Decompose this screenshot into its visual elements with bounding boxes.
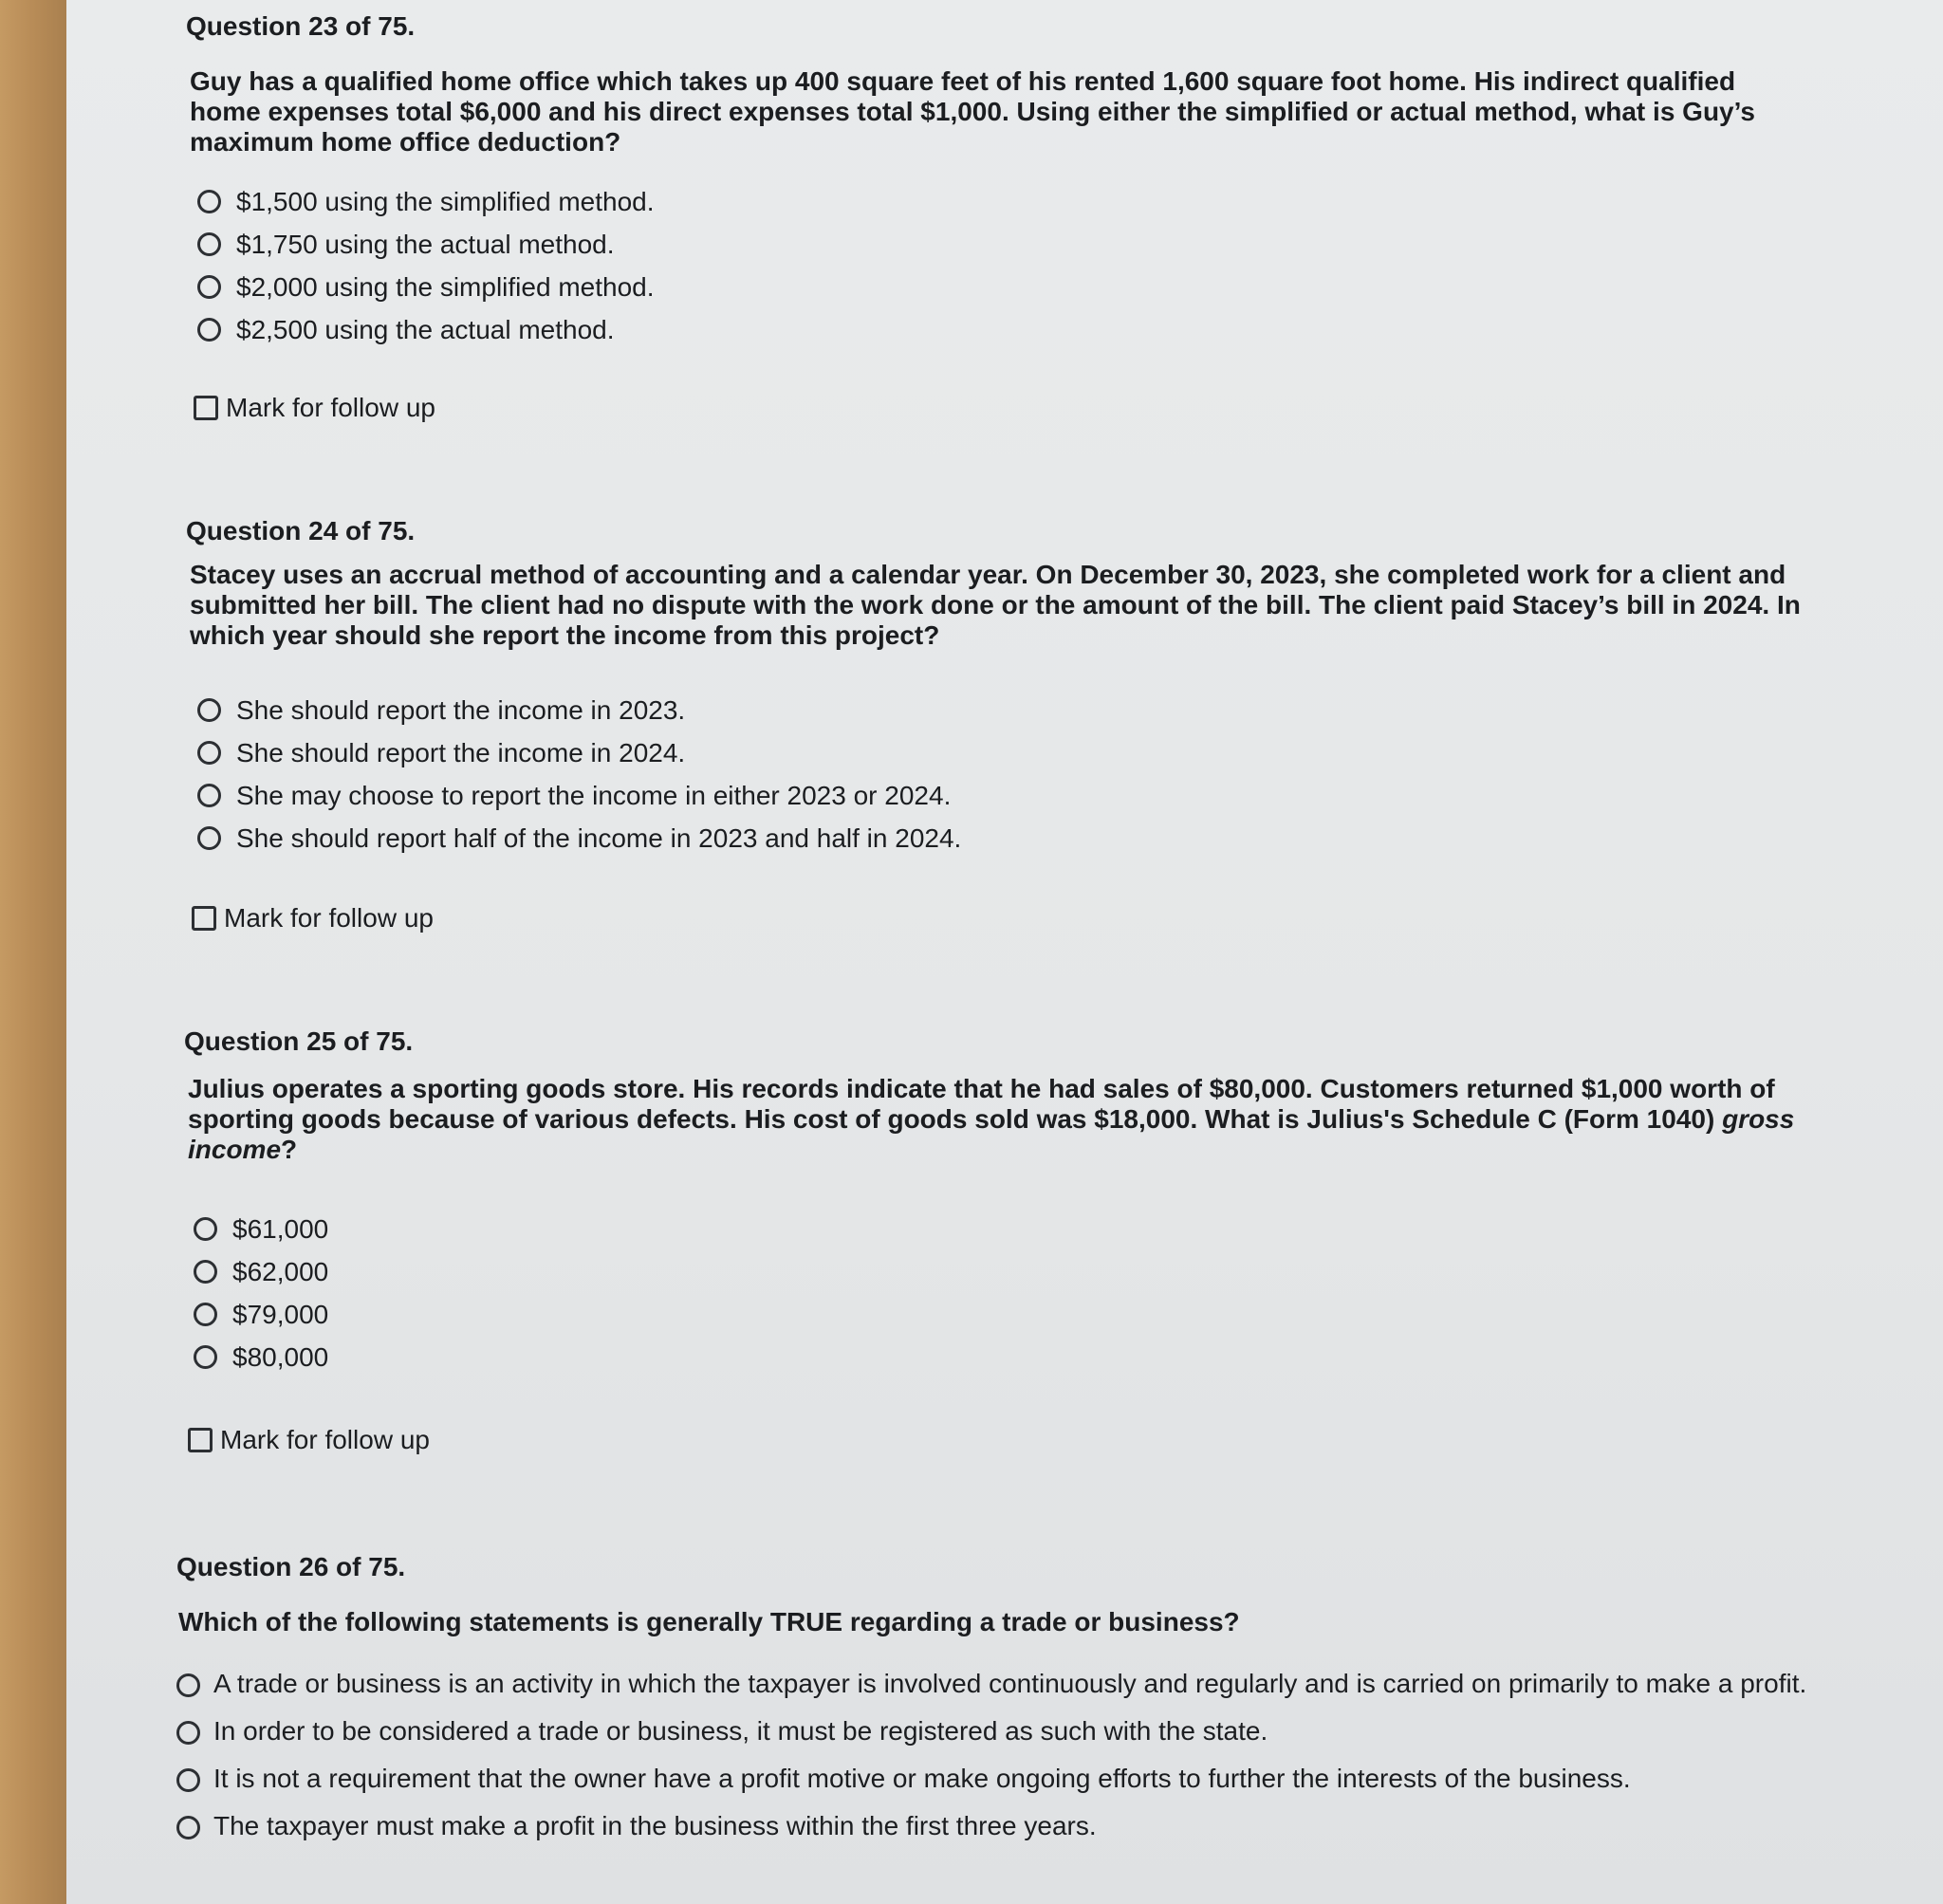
answer-option[interactable] <box>197 774 961 817</box>
radio-button-icon[interactable] <box>197 698 221 722</box>
mark-for-follow-up[interactable] <box>188 1425 430 1455</box>
answer-option-label: $2,500 using the actual method. <box>236 314 615 344</box>
answer-option-label: It is not a requirement that the owner have a profit motive or make ongoing efforts to further the interests of the business. <box>213 1764 1631 1793</box>
answer-option[interactable] <box>176 1660 1884 1708</box>
radio-button-icon[interactable] <box>197 318 221 342</box>
radio-button-icon[interactable] <box>197 190 221 213</box>
answer-option[interactable] <box>197 180 655 223</box>
radio-button-icon[interactable] <box>194 1345 217 1369</box>
radio-button-icon[interactable] <box>176 1768 200 1792</box>
answer-option-label: She may choose to report the income in either 2023 or 2024. <box>236 780 952 810</box>
question-text: Guy has a qualified home office which takes up 400 square feet of his rented 1,600 square foot home. His indirect qualified home expenses total $6,000 and his direct expenses total $1,000. Using either the simplified or actual method, what is Guy’s maximum home office deduction? <box>190 66 1755 157</box>
answer-option[interactable] <box>176 1755 1884 1802</box>
answer-options <box>176 1660 1884 1850</box>
answer-option-label: $2,000 using the simplified method. <box>236 271 655 302</box>
question-title: Question 25 of 75. <box>184 1026 414 1056</box>
answer-options <box>197 689 961 860</box>
checkbox-icon[interactable] <box>188 1428 213 1452</box>
checkbox-icon[interactable] <box>192 906 216 931</box>
radio-button-icon[interactable] <box>194 1303 217 1326</box>
question-title: Question 24 of 75. <box>186 516 416 545</box>
checkbox-icon[interactable] <box>194 396 218 420</box>
answer-option-label: She should report the income in 2024. <box>236 737 686 767</box>
radio-button-icon[interactable] <box>197 232 221 256</box>
answer-option[interactable] <box>194 1336 328 1378</box>
answer-option-label: She should report half of the income in 2023 and half in 2024. <box>236 823 962 853</box>
question-text-end: ? <box>281 1135 298 1164</box>
answer-option[interactable] <box>176 1708 1884 1755</box>
answer-option-label: $61,000 <box>232 1213 329 1244</box>
mark-for-follow-up[interactable] <box>192 903 434 934</box>
question-title: Question 26 of 75. <box>176 1552 406 1581</box>
mark-for-follow-up-label: Mark for follow up <box>224 903 434 933</box>
answer-option[interactable] <box>197 308 655 351</box>
mark-for-follow-up[interactable] <box>194 393 435 423</box>
radio-button-icon[interactable] <box>197 784 221 807</box>
radio-button-icon[interactable] <box>176 1721 200 1745</box>
mark-for-follow-up-label: Mark for follow up <box>226 393 435 422</box>
answer-option-label: She should report the income in 2023. <box>236 694 686 725</box>
answer-option[interactable] <box>194 1250 328 1293</box>
radio-button-icon[interactable] <box>194 1260 217 1284</box>
desk-background-strip <box>0 0 66 1904</box>
question-text: Stacey uses an accrual method of accounting and a calendar year. On December 30, 2023, she completed work for a client and submitted her bill. The client had no dispute with the work done or the amount of the bill. The client paid Stacey’s bill in 2024. In which year should she report the income from this project? <box>190 560 1801 650</box>
question-text-emphasis: gross income <box>188 1104 1795 1164</box>
answer-option-label: $79,000 <box>232 1299 329 1329</box>
answer-option-label: $1,500 using the simplified method. <box>236 186 655 216</box>
answer-option[interactable] <box>197 731 961 774</box>
answer-option-label: $1,750 using the actual method. <box>236 229 615 259</box>
radio-button-icon[interactable] <box>197 741 221 765</box>
answer-option[interactable] <box>194 1293 328 1336</box>
answer-option[interactable] <box>194 1208 328 1250</box>
answer-option-label: A trade or business is an activity in which the taxpayer is involved continuously and regularly and is carried on primarily to make a profit. <box>213 1669 1807 1698</box>
answer-option[interactable] <box>197 223 655 266</box>
answer-options <box>194 1208 328 1378</box>
question-text-main: Julius operates a sporting goods store. His records indicate that he had sales of $80,000. Customers returned $1,000 worth of sporting goods because of various defects. His cost of goods sold was $18,000. What is Julius's Schedule C (Form 1040) <box>188 1074 1775 1134</box>
radio-button-icon[interactable] <box>197 275 221 299</box>
answer-option[interactable] <box>197 689 961 731</box>
radio-button-icon[interactable] <box>176 1673 200 1697</box>
answer-options <box>197 180 655 351</box>
question-text: Which of the following statements is generally TRUE regarding a trade or business? <box>178 1607 1240 1636</box>
radio-button-icon[interactable] <box>197 826 221 850</box>
radio-button-icon[interactable] <box>176 1816 200 1839</box>
answer-option-label: $80,000 <box>232 1341 329 1372</box>
answer-option-label: In order to be considered a trade or business, it must be registered as such with the state. <box>213 1716 1268 1746</box>
answer-option-label: $62,000 <box>232 1256 329 1286</box>
answer-option[interactable] <box>176 1802 1884 1850</box>
answer-option[interactable] <box>197 266 655 308</box>
answer-option[interactable] <box>197 817 961 860</box>
radio-button-icon[interactable] <box>194 1217 217 1241</box>
question-title: Question 23 of 75. <box>186 11 416 41</box>
answer-option-label: The taxpayer must make a profit in the business within the first three years. <box>213 1811 1097 1840</box>
mark-for-follow-up-label: Mark for follow up <box>220 1425 430 1454</box>
question-text <box>188 1074 1858 1165</box>
